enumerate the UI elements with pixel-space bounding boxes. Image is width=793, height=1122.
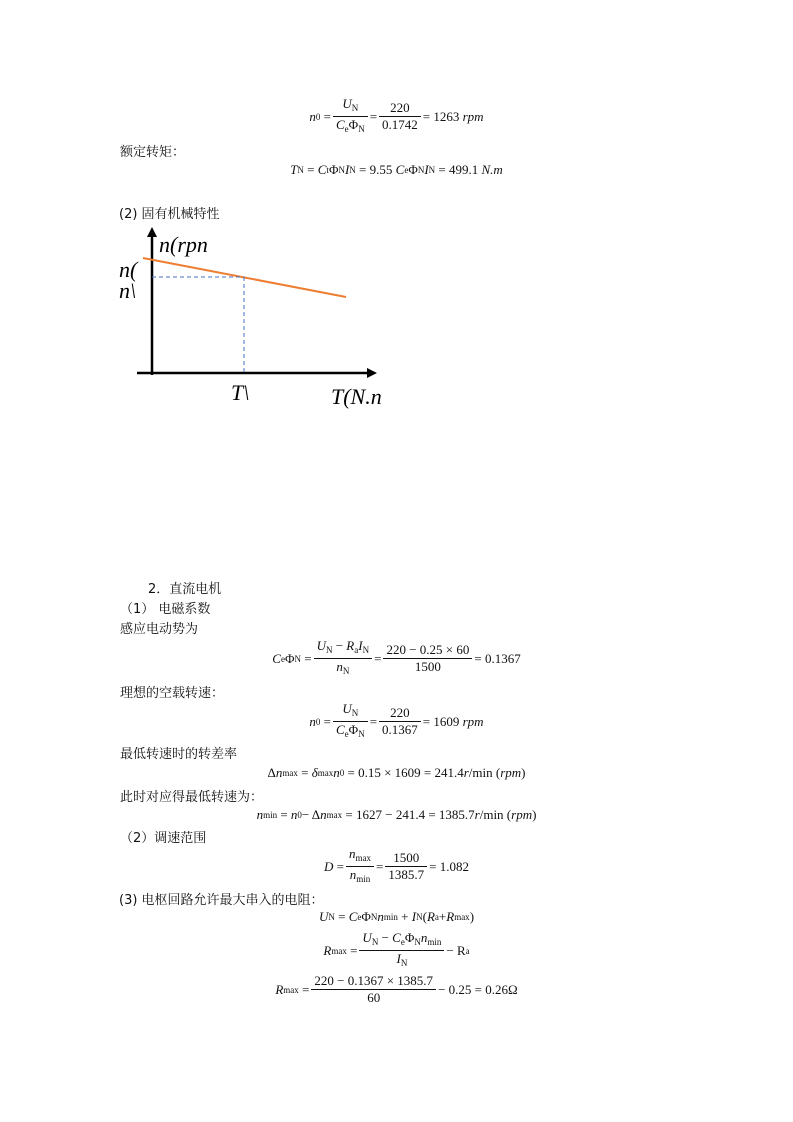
- rated-torque-label: 额定转矩：: [120, 145, 186, 160]
- torque-equation: T N = C t Φ N I N = 9.55 C e Φ N I N = 499.1 N.m: [290, 162, 503, 177]
- n0-equation-2: n 0 = $\frac{U_N}{C_e\Phi_N}$ = $\frac{220}{0.1367}$ = 1609 rpm: [0, 701, 793, 742]
- speed-range-subheading: （2）调速范围: [120, 831, 207, 846]
- n0-equation-1: n 0 = $\frac{U_N}{C_e\Phi_N}$ = $\frac{220}{0.1742}$ = 1263 rpm: [0, 96, 793, 137]
- fraction: $\frac{220}{0.1742}$: [379, 100, 421, 133]
- mechanical-characteristic-chart: [115, 225, 415, 415]
- rmax-equation: R max = $\frac{U_N - C_e\Phi_Nn_{min}}{I_N}$ − R a: [0, 930, 793, 971]
- subheading-em-coefficient: （1） 电磁系数: [120, 602, 211, 617]
- nmin-equation: n min = n 0 − Δ n max = 1627 − 241.4 = 1385.7 r /min ( rpm ): [256, 807, 537, 822]
- heading-dc-motor: 2．直流电机: [148, 582, 222, 597]
- d-equation: D = $\frac{n_{max}}{n_{min}}$ = $\frac{1500}{1385.7}$ = 1.082: [0, 846, 793, 887]
- y-mark-nN: n\: [119, 278, 137, 303]
- rmax-value-equation: R max = $\frac{220 - 0.1367 \times 1385.7}{60}$ − 0.25 = 0.26Ω: [275, 973, 518, 1005]
- x-axis-arrow: [367, 368, 377, 378]
- max-resistance-subheading: (3) 电枢回路允许最大串入的电阻：: [119, 893, 324, 908]
- un-equation: U N = C e Φ N n min + I N ( R a + R max ): [318, 909, 475, 924]
- heading-inherent-characteristic: (2) 固有机械特性: [119, 207, 220, 222]
- emf-label: 感应电动势为: [120, 622, 199, 637]
- slip-equation: Δ n max = δ max n 0 = 0.15 × 1609 = 241.4 r /min ( rpm ): [267, 765, 526, 780]
- x-axis-label: T(N.n: [331, 384, 382, 409]
- y-axis-label: n(rpn: [159, 232, 208, 257]
- fraction: $\frac{U_N}{C_e\Phi_N}$: [333, 96, 368, 137]
- ce-phi-equation: C e Φ N = $\frac{U_N - R_aI_N}{n_N}$ = $\frac{220 - 0.25 \times 60}{1500}$ = 0.1367: [0, 638, 793, 679]
- y-axis-arrow: [147, 227, 157, 237]
- x-mark-TN: T\: [231, 380, 250, 405]
- no-load-speed-label: 理想的空载转速：: [120, 686, 225, 701]
- y-mark-n0: n(: [119, 257, 138, 282]
- slip-label: 最低转速时的转差率: [120, 747, 238, 762]
- min-speed-label: 此时对应得最低转速为：: [120, 790, 264, 805]
